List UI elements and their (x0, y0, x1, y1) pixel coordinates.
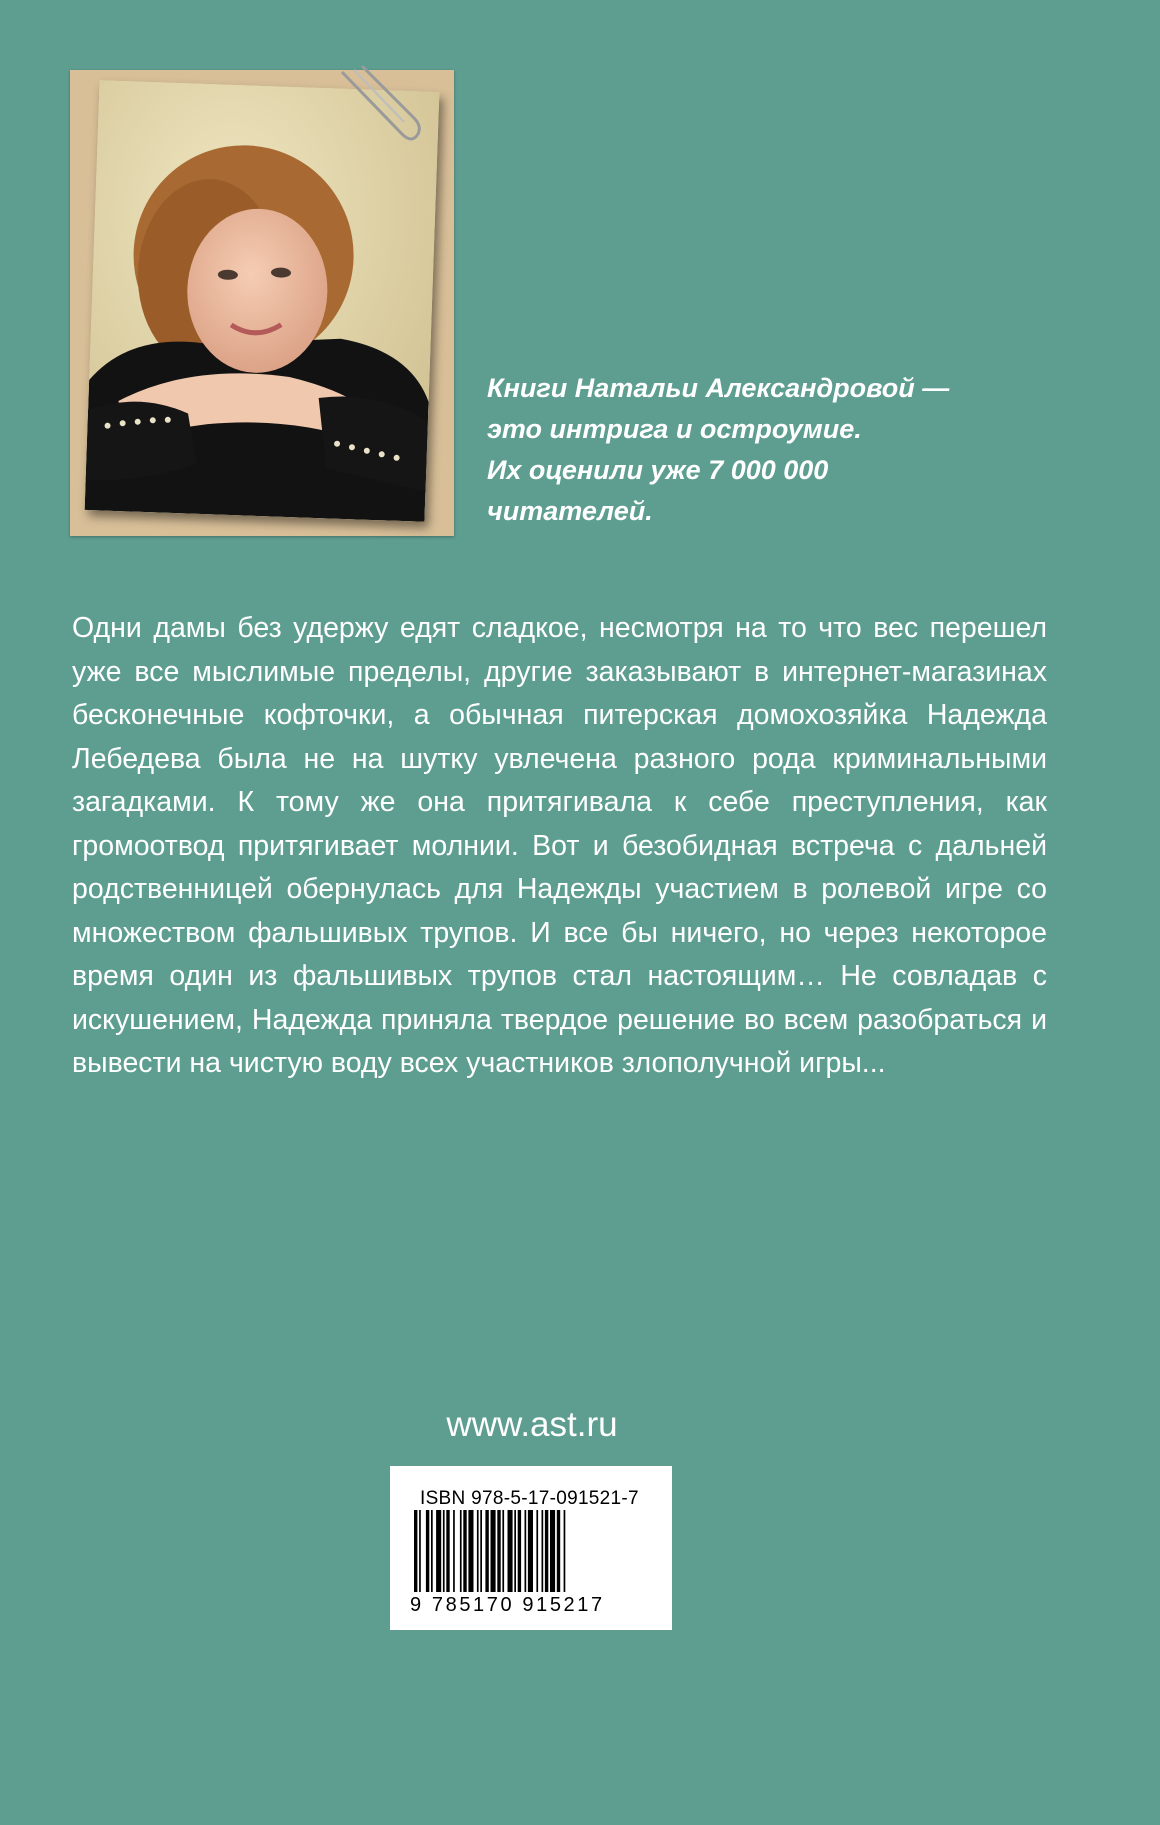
book-description: Одни дамы без удержу едят сладкое, несмотря на то что вес перешел уже все мыслимые пределы, другие заказывают в интернет-магазинах бесконечные кофточки, а обычная питерская домохозяйка Надежда Лебедева была не на шутку увлечена разного рода криминальными загадками. К тому же она притягивала к себе преступления, как громоотвод притягивает молнии. Вот и безобидная встреча с дальней родственницей обернулась для Надежды участием в ролевой игре со множеством фальшивых трупов. И все бы ничего, но через некоторое время один из фальшивых трупов стал настоящим… Не совладав с искушением, Надежда приняла твердое решение во всем разобраться и вывести на чистую воду всех участников злополучной игры... (72, 612, 1047, 1079)
barcode-digits: 9 785170 915217 (410, 1594, 605, 1616)
publisher-website: www.ast.ru (446, 1405, 618, 1444)
isbn-label: ISBN 978-5-17-091521-7 (420, 1488, 639, 1509)
author-tagline (487, 368, 1047, 532)
tagline-line: Их оценили уже 7 000 000 (487, 455, 829, 485)
author-photo-frame (70, 70, 454, 536)
tagline-line: Книги Натальи Александровой — (487, 373, 950, 403)
barcode-bars (408, 1510, 654, 1594)
isbn-barcode (390, 1466, 672, 1630)
tagline-line: читателей. (487, 496, 653, 526)
paperclip-icon (332, 62, 422, 152)
tagline-line: это интрига и остроумие. (487, 414, 862, 444)
